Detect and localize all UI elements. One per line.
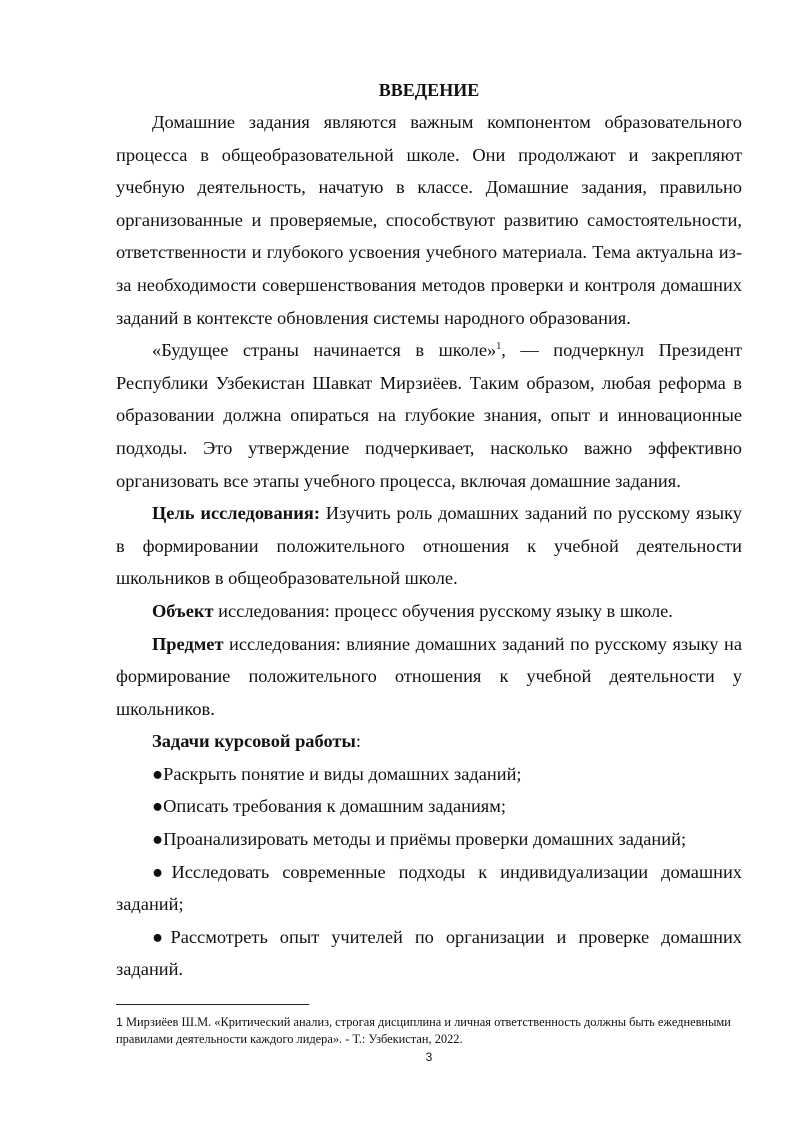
list-item xyxy=(116,790,742,823)
footnote-separator xyxy=(116,1004,309,1005)
document-body xyxy=(116,74,742,986)
list-item xyxy=(116,758,742,791)
paragraph-president-quote xyxy=(116,334,742,497)
bullet-icon: ● xyxy=(152,763,164,784)
paragraph-object xyxy=(116,595,742,628)
tasks-label: Задачи курсовой работы xyxy=(152,731,356,752)
task-text: Исследовать современные подходы к индивидуализации домашних заданий; xyxy=(116,861,743,915)
subject-label: Предмет xyxy=(152,633,224,654)
task-text: Раскрыть понятие и виды домашних заданий; xyxy=(163,763,522,784)
list-item xyxy=(116,921,742,986)
bullet-icon: ● xyxy=(152,861,172,882)
quote-continuation: , — подчеркнул Президент Республики Узбекистан Шавкат Мирзиёев. Таким образом, любая реформа в образовании должна опираться на глубокие знания, опыт и инновационные подходы. Это утверждение подчеркивает, насколько важно эффективно организовать все этапы учебного процесса, включая домашние задания. xyxy=(116,340,742,491)
bullet-icon: ● xyxy=(152,926,171,947)
paragraph-subject xyxy=(116,628,742,726)
subject-text: исследования: влияние домашних заданий по русскому языку на формирование положительного отношения к учебной деятельности у школьников. xyxy=(116,633,742,719)
task-text: Проанализировать методы и приёмы проверки домашних заданий; xyxy=(163,829,687,850)
goal-label: Цель исследования: xyxy=(152,503,320,524)
goal-text: Изучить роль домашних заданий по русскому языку в формировании положительного отношения к учебной деятельности школьников в общеобразовательной школе. xyxy=(116,503,742,589)
object-label: Объект xyxy=(152,600,214,621)
footnote-text: Мирзиёев Ш.М. «Критический анализ, строгая дисциплина и личная ответственность должны быть ежедневными правилами деятельности каждого лидера». - Т.: Узбекистан, 2022. xyxy=(116,1015,731,1046)
task-text: Описать требования к домашним заданиям; xyxy=(163,796,507,817)
footnote xyxy=(116,1014,742,1048)
tasks-colon: : xyxy=(355,731,361,752)
footnote-reference[interactable]: 1 xyxy=(496,341,502,353)
tasks-heading xyxy=(116,725,742,758)
object-text: исследования: процесс обучения русскому языку в школе. xyxy=(213,600,673,621)
task-text: Рассмотреть опыт учителей по организации и проверке домашних заданий. xyxy=(116,926,743,980)
section-title: ВВЕДЕНИЕ xyxy=(378,80,480,100)
bullet-icon: ● xyxy=(152,829,164,850)
page-number: 3 xyxy=(425,1050,433,1064)
quote-text: «Будущее страны начинается в школе» xyxy=(152,340,497,361)
list-item xyxy=(116,823,742,856)
paragraph-goal xyxy=(116,497,742,595)
bullet-icon: ● xyxy=(152,796,164,817)
paragraph-intro: Домашние задания являются важным компонентом образовательного процесса в общеобразовательной школе. Они продолжают и закрепляют учебную деятельность, начатую в классе. Домашние задания, правильно организованные и проверяемые, способствуют развитию самостоятельности, ответственности и глубокого усвоения учебного материала. Тема актуальна из-за необходимости совершенствования методов проверки и контроля домашних заданий в контексте обновления системы народного образования. xyxy=(116,112,742,328)
footnote-number: 1 xyxy=(116,1015,123,1029)
list-item xyxy=(116,856,742,921)
